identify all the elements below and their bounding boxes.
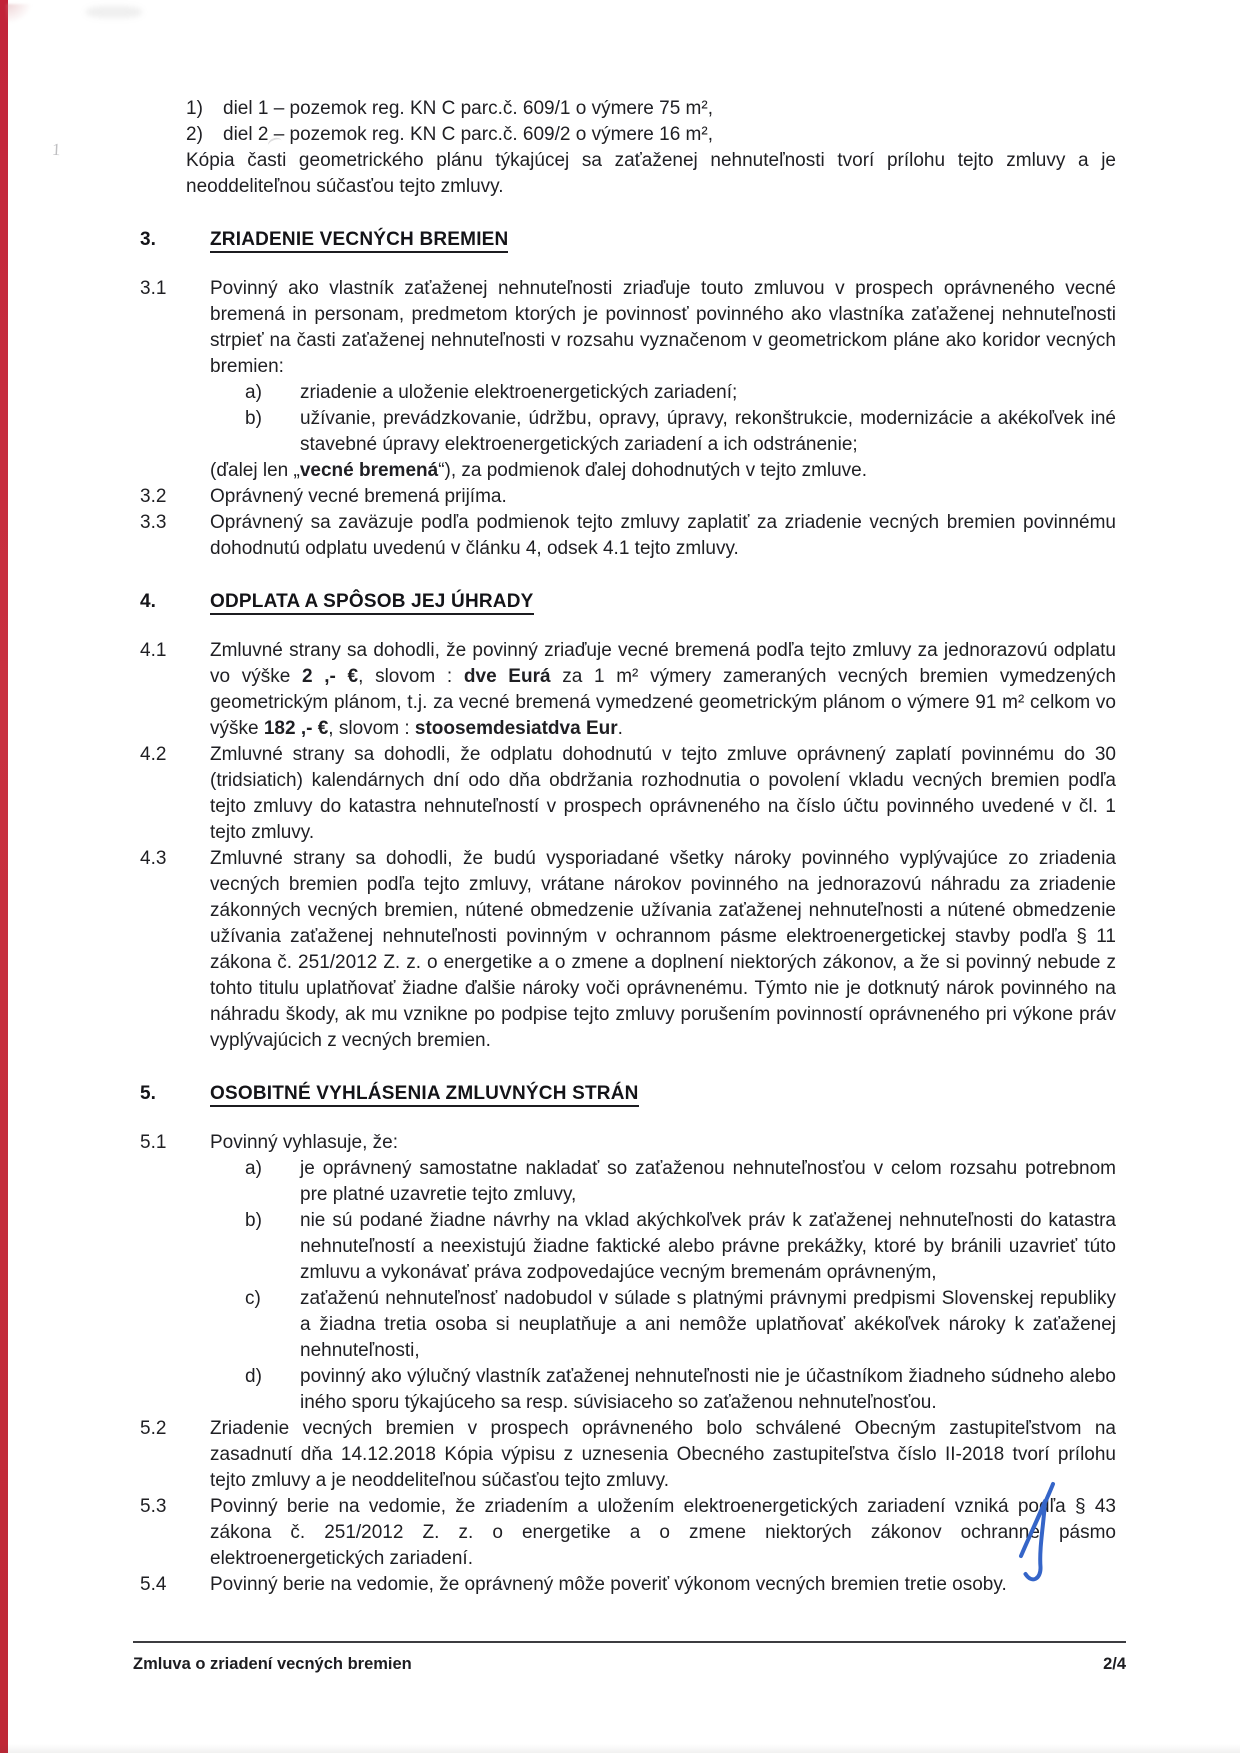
subclause-text bbox=[300, 1364, 1116, 1416]
clause-number: 3.2 bbox=[140, 486, 167, 507]
clause-row bbox=[140, 1130, 1116, 1416]
text-segment: Povinný berie na vedomie, že oprávnený môže poveriť výkonom vecných bremien tretie osoby. bbox=[210, 1574, 1007, 1595]
clause-text bbox=[210, 276, 1116, 380]
text-segment: stoosemdesiatdva Eur bbox=[414, 718, 618, 739]
clause-row bbox=[140, 484, 1116, 510]
intro-block bbox=[186, 96, 1116, 200]
text-segment: Zmluvné strany sa dohodli, že odplatu dohodnutú v tejto zmluve oprávnený zaplatí povinnému do 30 (tridsiatich) kalendárnych dní odo dňa obdržania rozhodnutia o povolení vkladu vecných bremien podľa tejto zmluvy do katastra nehnuteľností v prospech oprávneného na číslo účtu povinného uvedené v čl. 1 tejto zmluvy. bbox=[210, 744, 1116, 843]
section-number: 3. bbox=[140, 229, 156, 250]
subclause-letter: c) bbox=[245, 1288, 261, 1309]
clause-text bbox=[210, 484, 1116, 510]
section-title-text: ODPLATA A SPÔSOB JEJ ÚHRADY bbox=[210, 591, 534, 615]
section-heading-row bbox=[140, 227, 1116, 253]
text-segment: užívanie, prevádzkovanie, údržbu, opravy, úpravy, rekonštrukcie, modernizácie a akékoľvek iné stavebné úpravy elektroenergetických zariadení a ich odstránenie; bbox=[300, 408, 1116, 455]
clause-row bbox=[140, 1416, 1116, 1494]
clause-number: 5.4 bbox=[140, 1574, 167, 1595]
pencil-mark: 1 bbox=[51, 139, 62, 160]
text-segment: , slovom : bbox=[358, 666, 464, 687]
clause-text bbox=[210, 638, 1116, 742]
clause-number: 5.3 bbox=[140, 1496, 167, 1517]
section-title bbox=[210, 1081, 639, 1107]
section-title bbox=[210, 589, 534, 615]
subclause-letter: d) bbox=[245, 1366, 262, 1387]
subclause-text bbox=[300, 1208, 1116, 1286]
section-title-text: ZRIADENIE VECNÝCH BREMIEN bbox=[210, 229, 508, 253]
text-segment: 2 ,- € bbox=[302, 666, 359, 687]
text-segment: vecné bremená bbox=[299, 460, 439, 481]
text-segment: nie sú podané žiadne návrhy na vklad akýchkoľvek práv k zaťaženej nehnuteľnosti do katastra nehnuteľností a neexistujú žiadne faktické alebo právne prekážky, ktoré by bránili uzavrieť túto zmluvu a vykonávať práva zodpovedajúce vecným bremenám oprávneným, bbox=[300, 1210, 1116, 1283]
subclause-text bbox=[300, 1286, 1116, 1364]
clause-text bbox=[210, 846, 1116, 1054]
subclause-letter: b) bbox=[245, 1210, 262, 1231]
contract-section bbox=[140, 227, 1116, 562]
text-segment: Povinný berie na vedomie, že zriadením a uložením elektroenergetických zariadení vzniká podľa § 43 zákona č. 251/2012 Z. z. o energetike a o zmene niektorých zákonov ochranné pásmo elektroenergetických zariadení. bbox=[210, 1496, 1116, 1569]
clause-body bbox=[210, 510, 1116, 562]
subclause-row bbox=[245, 406, 1116, 458]
text-segment: Zriadenie vecných bremien v prospech oprávneného bolo schválené Obecným zastupiteľstvom na zasadnutí dňa 14.12.2018 Kópia výpisu z uznesenia Obecného zastupiteľstva číslo II-2018 tvorí prílohu tejto zmluvy a je neoddeliteľnou súčasťou tejto zmluvy. bbox=[210, 1418, 1116, 1491]
subclause-letter: a) bbox=[245, 1158, 262, 1179]
section-heading-row bbox=[140, 589, 1116, 615]
list-item bbox=[186, 96, 1116, 122]
clause-body bbox=[210, 1572, 1116, 1598]
footer-rule bbox=[133, 1641, 1126, 1643]
clause-body bbox=[210, 742, 1116, 846]
text-segment: Oprávnený sa zaväzuje podľa podmienok tejto zmluvy zaplatiť za zriadenie vecných bremien povinnému dohodnutú odplatu uvedenú v článku 4, odsek 4.1 tejto zmluvy. bbox=[210, 512, 1116, 559]
contract-section bbox=[140, 1081, 1116, 1598]
text-segment: Oprávnený vecné bremená prijíma. bbox=[210, 486, 507, 507]
clause-number: 3.3 bbox=[140, 512, 167, 533]
list-item-text: diel 2 – pozemok reg. KN C parc.č. 609/2 o výmere 16 m², bbox=[223, 124, 713, 145]
text-segment: 182 ,- € bbox=[263, 718, 329, 739]
text-segment: Povinný vyhlasuje, že: bbox=[210, 1132, 398, 1153]
clause-text bbox=[210, 1572, 1116, 1598]
text-segment: “), za podmienok ďalej dohodnutých v tejto zmluve. bbox=[438, 460, 868, 481]
scan-bottom-shadow bbox=[0, 1744, 1240, 1753]
text-segment: dve Eurá bbox=[463, 666, 551, 687]
intro-paragraph: Kópia časti geometrického plánu týkajúcej sa zaťaženej nehnuteľnosti tvorí prílohu tejto zmluvy a je neoddeliteľnou súčasťou tejto zmluvy. bbox=[186, 150, 1116, 197]
clause-number: 4.1 bbox=[140, 640, 167, 661]
footer-title: Zmluva o zriadení vecných bremien bbox=[133, 1655, 412, 1673]
page-number: 2/4 bbox=[1103, 1655, 1126, 1673]
clause-text bbox=[210, 1494, 1116, 1572]
clause-number: 3.1 bbox=[140, 278, 167, 299]
clause-body bbox=[210, 1416, 1116, 1494]
list-item bbox=[186, 122, 1116, 148]
subclause-letter: b) bbox=[245, 408, 262, 429]
clause-body bbox=[210, 276, 1116, 484]
section-number: 4. bbox=[140, 591, 156, 612]
text-segment: za 1 m² výmery zameraných vecných bremien vymedzených geometrickým plánom, t.j. za vecné bremená vymedzené geometrickým plánom o výmere 91 m² celkom vo výške bbox=[210, 666, 1116, 739]
clause-row bbox=[140, 1572, 1116, 1598]
clause-row bbox=[140, 846, 1116, 1054]
text-segment: Zmluvné strany sa dohodli, že povinný zriaďuje vecné bremená podľa tejto zmluvy za jednorazovú odplatu vo výške bbox=[210, 640, 1116, 687]
section-title-text: OSOBITNÉ VYHLÁSENIA ZMLUVNÝCH STRÁN bbox=[210, 1083, 639, 1107]
clause-row bbox=[140, 742, 1116, 846]
list-item-text: diel 1 – pozemok reg. KN C parc.č. 609/1 o výmere 75 m², bbox=[223, 98, 713, 119]
text-segment: Zmluvné strany sa dohodli, že budú vysporiadané všetky nároky povinného vyplývajúce zo zriadenia vecných bremien podľa tejto zmluvy, vrátane nárokov povinného na jednorazovú náhradu za zriadenie zákonných vecných bremien, nútené obmedzenie užívania zaťaženej nehnuteľnosti a nútené obmedzenie užívania zaťaženej nehnuteľnosti povinným v ochrannom pásme elektroenergetickej stavby podľa § 11 zákona č. 251/2012 Z. z. o energetike a o zmene a doplnení niektorých zákonov, a že si povinný nebude z tohto titulu uplatňovať žiadne ďalšie nároky voči oprávnenému. Týmto nie je dotknutý nárok povinného na náhradu škody, ak mu vznikne po podpise tejto zmluvy porušením povinností oprávneného pri výkone práv vyplývajúcich z vecných bremien. bbox=[210, 848, 1116, 1051]
clause-trailing-text bbox=[210, 458, 1116, 484]
text-segment: zriadenie a uloženie elektroenergetických zariadení; bbox=[300, 382, 738, 403]
contract-section bbox=[140, 589, 1116, 1054]
scan-red-edge bbox=[0, 0, 8, 1753]
subclause-text bbox=[300, 380, 1116, 406]
clause-row bbox=[140, 276, 1116, 484]
clause-number: 4.3 bbox=[140, 848, 167, 869]
subclause-row bbox=[245, 1156, 1116, 1208]
signature-mark bbox=[1008, 1478, 1078, 1590]
text-segment: . bbox=[617, 718, 623, 739]
clause-row bbox=[140, 1494, 1116, 1572]
page-footer bbox=[133, 1641, 1126, 1674]
clause-number: 4.2 bbox=[140, 744, 167, 765]
subclause-row bbox=[245, 1364, 1116, 1416]
subclause-text bbox=[300, 1156, 1116, 1208]
subclause-text bbox=[300, 406, 1116, 458]
clause-row bbox=[140, 510, 1116, 562]
subclause-row bbox=[245, 380, 1116, 406]
clause-row bbox=[140, 638, 1116, 742]
clause-text bbox=[210, 1130, 1116, 1156]
clause-body bbox=[210, 1130, 1116, 1416]
clause-text bbox=[210, 742, 1116, 846]
contract-body bbox=[140, 96, 1116, 1598]
text-segment: povinný ako výlučný vlastník zaťaženej nehnuteľnosti nie je účastníkom žiadneho súdneho alebo iného sporu týkajúceho sa resp. súvisiaceho so zaťaženou nehnuteľnosťou. bbox=[300, 1366, 1116, 1413]
clause-number: 5.2 bbox=[140, 1418, 167, 1439]
subclause-row bbox=[245, 1208, 1116, 1286]
text-segment: (ďalej len „ bbox=[210, 460, 300, 481]
list-item-number: 1) bbox=[186, 98, 203, 119]
text-segment: , slovom : bbox=[328, 718, 415, 739]
section-title bbox=[210, 227, 508, 253]
list-item-number: 2) bbox=[186, 124, 203, 145]
section-heading-row bbox=[140, 1081, 1116, 1107]
clause-body bbox=[210, 1494, 1116, 1572]
clause-body bbox=[210, 484, 1116, 510]
text-segment: je oprávnený samostatne nakladať so zaťaženou nehnuteľnosťou v celom rozsahu potrebnom pre platné uzavretie tejto zmluvy, bbox=[300, 1158, 1116, 1205]
scan-smudge bbox=[86, 6, 142, 18]
clause-text bbox=[210, 510, 1116, 562]
clause-body bbox=[210, 846, 1116, 1054]
subclause-row bbox=[245, 1286, 1116, 1364]
clause-text bbox=[210, 1416, 1116, 1494]
subclause-letter: a) bbox=[245, 382, 262, 403]
section-number: 5. bbox=[140, 1083, 156, 1104]
text-segment: zaťaženú nehnuteľnosť nadobudol v súlade s platnými právnymi predpismi Slovenskej republiky a žiadna tretia osoba si neuplatňuje a ani nemôže uplatňovať akékoľvek nároky k zaťaženej nehnuteľnosti, bbox=[300, 1288, 1116, 1361]
scan-smudge bbox=[6, 4, 32, 24]
clause-body bbox=[210, 638, 1116, 742]
clause-number: 5.1 bbox=[140, 1132, 167, 1153]
text-segment: Povinný ako vlastník zaťaženej nehnuteľnosti zriaďuje touto zmluvou v prospech oprávneného vecné bremená in personam, predmetom ktorých je povinnosť povinného ako vlastníka zaťaženej nehnuteľnosti strpieť na časti zaťaženej nehnuteľnosti v rozsahu vyznačenom v geometrickom pláne ako koridor vecných bremien: bbox=[210, 278, 1116, 377]
